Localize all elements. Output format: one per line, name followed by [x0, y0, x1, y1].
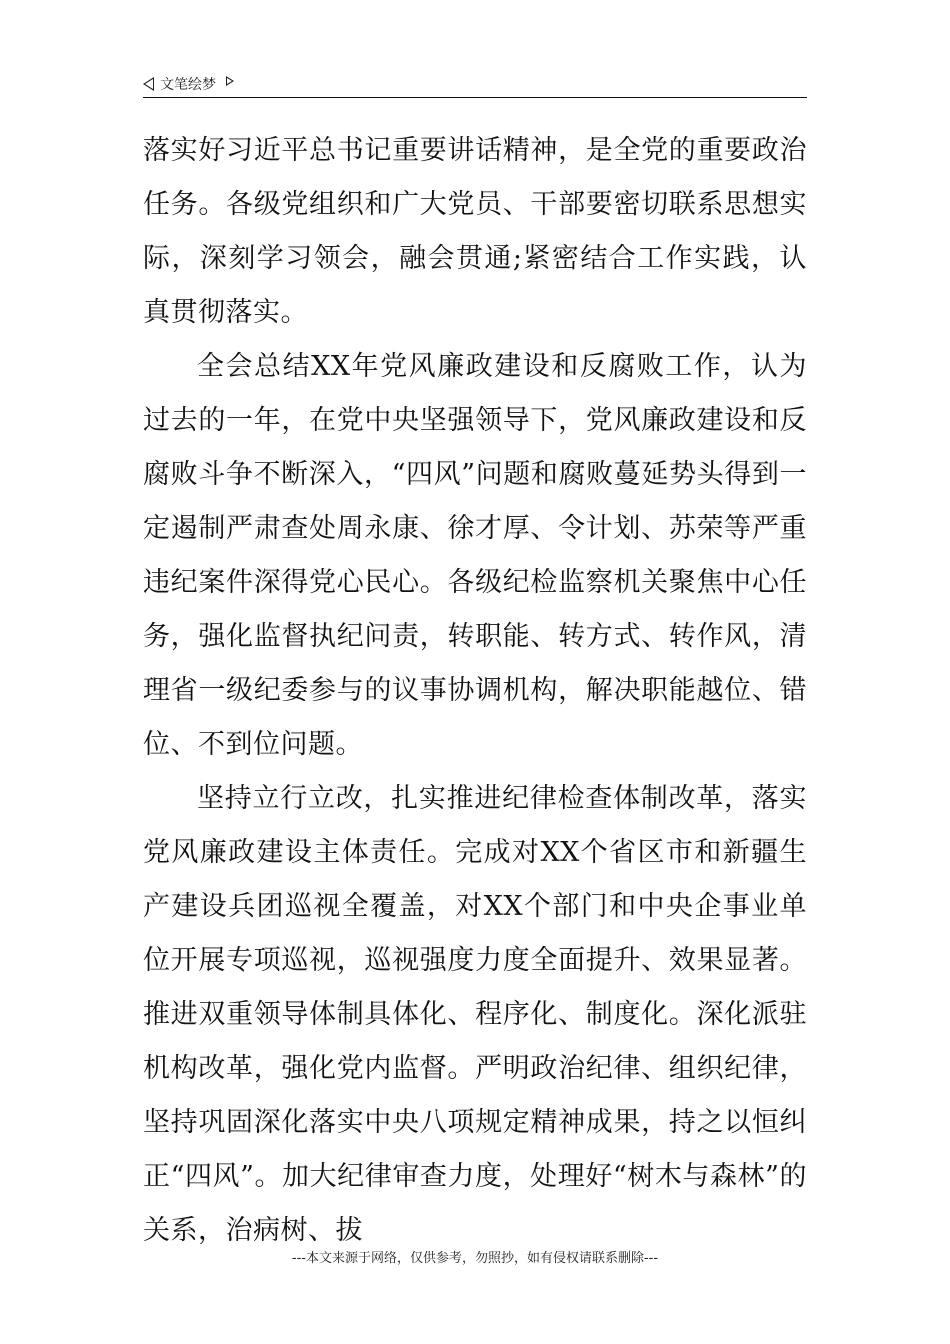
- brand-label: 文笔绘梦: [160, 77, 216, 93]
- triangle-right-outline-icon: [226, 76, 234, 86]
- triangle-left-outline-icon: [143, 77, 154, 91]
- page-header: [143, 70, 807, 98]
- document-body: [143, 124, 807, 1258]
- header-divider: [143, 97, 807, 98]
- footer-disclaimer: ---本文来源于网络，仅供参考，勿照抄，如有侵权请联系删除---: [291, 1251, 659, 1266]
- brand: [143, 74, 234, 94]
- paragraph-1: 落实好习近平总书记重要讲话精神，是全党的重要政治任务。各级党组织和广大党员、干部要密切联系思想实际，深刻学习领会，融会贯通;紧密结合工作实践，认真贯彻落实。: [143, 135, 807, 328]
- paragraph-2: 全会总结XX年党风廉政建设和反腐败工作，认为过去的一年，在党中央坚强领导下，党风廉政建设和反腐败斗争不断深入，“四风”问题和腐败蔓延势头得到一定遏制严肃查处周永康、徐才厚、令计划、苏荣等严重违纪案件深得党心民心。各级纪检监察机关聚焦中心任务，强化监督执纪问责，转职能、转方式、转作风，清理省一级纪委参与的议事协调机构，解决职能越位、错位、不到位问题。: [143, 351, 807, 760]
- paragraph-3: 坚持立行立改，扎实推进纪律检查体制改革，落实党风廉政建设主体责任。完成对XX个省区市和新疆生产建设兵团巡视全覆盖，对XX个部门和中央企事业单位开展专项巡视，巡视强度力度全面提升、效果显著。推进双重领导体制具体化、程序化、制度化。深化派驻机构改革，强化党内监督。严明政治纪律、组织纪律，坚持巩固深化落实中央八项规定精神成果，持之以恒纠正“四风”。加大纪律审查力度，处理好“树木与森林”的关系，治病树、拔: [143, 783, 807, 1246]
